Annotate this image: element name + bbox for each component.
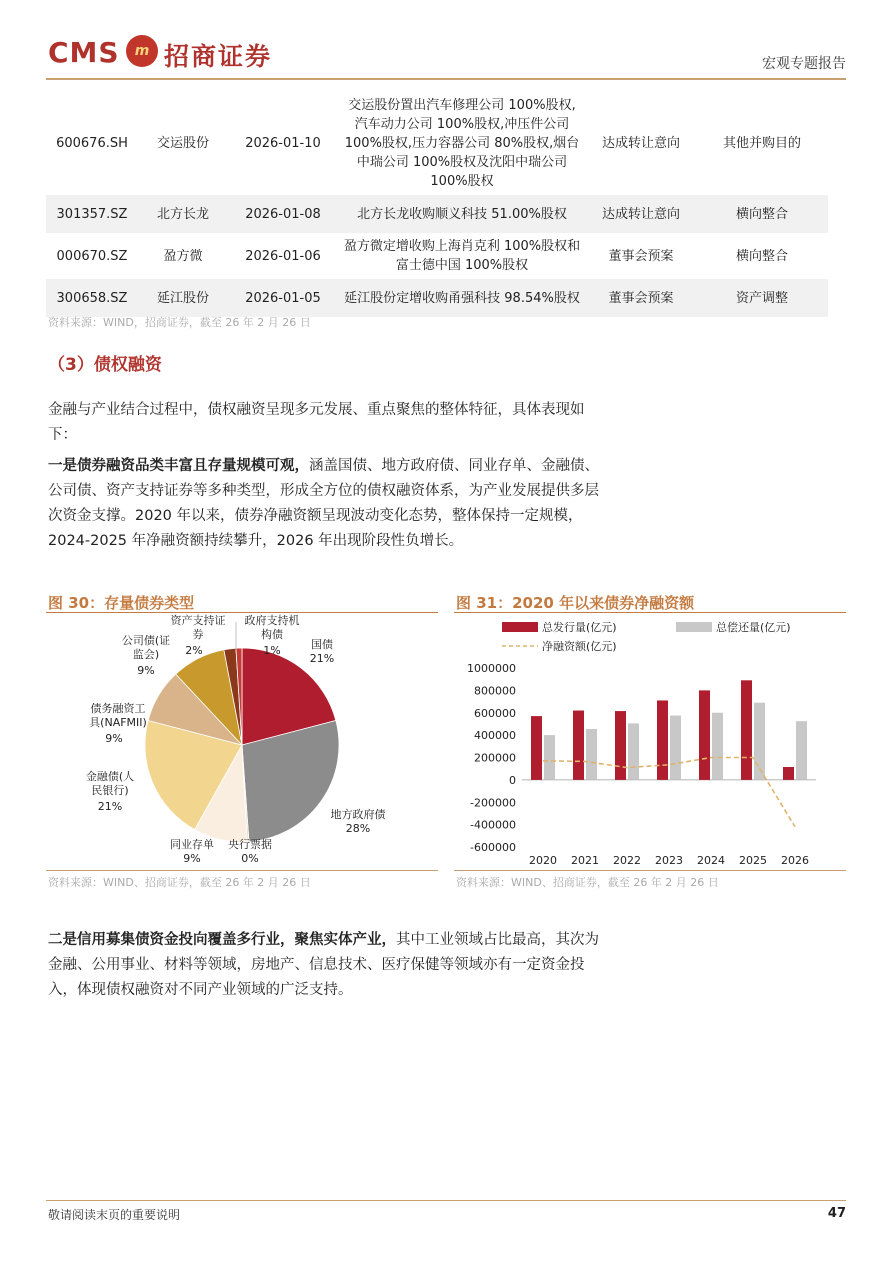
- pie-label-jinrong-2: 民银行): [91, 784, 129, 797]
- table-row: [46, 279, 828, 317]
- y-tick-label: 600000: [474, 706, 516, 720]
- y-tick-label: 0: [509, 773, 516, 787]
- x-tick-label: 2020: [529, 854, 557, 867]
- pie-label-difang: 地方政府债: [330, 808, 386, 821]
- x-tick-label: 2023: [655, 854, 683, 867]
- x-tick-label: 2026: [781, 854, 809, 867]
- bar-repay-2021: [586, 729, 597, 780]
- legend-swatch-repay: [676, 622, 712, 632]
- cell-name: 北方长龙: [138, 195, 228, 233]
- pie-pct-tongye: 9%: [183, 852, 201, 865]
- cell-date: 2026-01-06: [228, 233, 338, 279]
- cell-status: 董事会预案: [586, 233, 696, 279]
- cell-type: 横向整合: [696, 233, 828, 279]
- bar-repay-2020: [544, 735, 555, 780]
- pie-label-nafmii-2: 具(NAFMII): [89, 716, 147, 729]
- paragraph-2-lead: 二是信用募集债资金投向覆盖多行业，聚焦实体产业，: [48, 932, 396, 948]
- x-tick-label: 2025: [739, 854, 767, 867]
- bar-repay-2022: [628, 723, 639, 779]
- legend-label-repay: 总偿还量(亿元): [716, 621, 791, 634]
- figure31-title: 图 31：2020 年以来债券净融资额: [456, 594, 695, 612]
- legend-swatch-issue: [502, 622, 538, 632]
- paragraph-2-body: 其中工业领域占比最高，其次为金融、公用事业、材料等领域，房地产、信息技术、医疗保健等领域亦有一定资金投入，体现债权融资对不同产业领域的广泛支持。: [48, 932, 599, 998]
- pie-pct-yanghang: 0%: [241, 852, 259, 865]
- cell-name: 盈方微: [138, 233, 228, 279]
- footer-disclaimer: 敬请阅读末页的重要说明: [48, 1208, 181, 1222]
- pie-pct-difang: 28%: [345, 822, 371, 835]
- bar-issue-2022: [615, 711, 626, 780]
- legend-label-net: 净融资额(亿元): [542, 640, 617, 653]
- cell-name: 交运股份: [138, 92, 228, 195]
- x-tick-label: 2022: [613, 854, 641, 867]
- x-tick-label: 2024: [697, 854, 725, 867]
- y-tick-label: 200000: [474, 751, 516, 765]
- cell-code: 600676.SH: [46, 92, 138, 195]
- table-row: [46, 92, 828, 195]
- report-type: 宏观专题报告: [762, 56, 846, 72]
- cell-status: 达成转让意向: [586, 195, 696, 233]
- pie-label-nafmii-1: 债务融资工: [90, 702, 146, 715]
- pie-label-gongsi-1: 公司债(证: [121, 634, 171, 647]
- logo-company-name: 招商证券: [164, 42, 273, 71]
- bar-repay-2023: [670, 716, 681, 780]
- figure31-title-rule: [454, 612, 846, 613]
- logo-badge-icon: m: [126, 35, 158, 67]
- figure30-bottom-rule: [46, 870, 438, 871]
- paragraph-1-lead: 一是债券融资品类丰富且存量规模可观，: [48, 458, 309, 474]
- table-source: 资料来源：WIND，招商证券，截至 26 年 2 月 26 日: [48, 316, 311, 329]
- pie-pct-jinrong: 21%: [97, 800, 123, 813]
- legend-label-issue: 总发行量(亿元): [542, 621, 617, 634]
- bar-issue-2025: [741, 680, 752, 780]
- cell-date: 2026-01-05: [228, 279, 338, 317]
- cell-status: 达成转让意向: [586, 92, 696, 195]
- paragraph-2: [48, 928, 608, 1003]
- x-tick-label: 2021: [571, 854, 599, 867]
- pie-label-gongsi-2: 监会): [132, 648, 160, 661]
- paragraph-1: [48, 454, 608, 554]
- page-number: 47: [827, 1206, 846, 1221]
- intro-paragraph: 金融与产业结合过程中，债权融资呈现多元发展、重点聚焦的整体特征，具体表现如下：: [48, 402, 585, 443]
- bar-repay-2026: [796, 721, 807, 780]
- pie-pct-nafmii: 9%: [105, 732, 123, 745]
- header-divider: [46, 78, 846, 80]
- pie-chart: [46, 614, 438, 870]
- pie-pct-gongsi: 9%: [137, 664, 155, 677]
- pie-pct-abs: 2%: [185, 644, 203, 657]
- y-tick-label: 1000000: [467, 662, 516, 675]
- cell-content: 交运股份置出汽车修理公司 100%股权,汽车动力公司 100%股权,冲压件公司 100%股权,压力容器公司 80%股权,烟台中瑞公司 100%股权及沈阳中瑞公司 100%股权: [338, 92, 586, 195]
- y-tick-label: 800000: [474, 684, 516, 698]
- figure31-bottom-rule: [454, 870, 846, 871]
- y-tick-label: 400000: [474, 729, 516, 743]
- section-title: （3）债权融资: [48, 355, 162, 375]
- y-tick-label: -200000: [470, 796, 516, 810]
- cell-content: 盈方微定增收购上海肖克利 100%股权和富士德中国 100%股权: [338, 233, 586, 279]
- cell-date: 2026-01-10: [228, 92, 338, 195]
- pie-label-zhengfu-1: 政府支持机: [244, 614, 300, 627]
- footer-divider: [46, 1200, 846, 1201]
- cell-code: 000670.SZ: [46, 233, 138, 279]
- deals-table: [46, 92, 828, 317]
- table-row: [46, 233, 828, 279]
- figure31-source: 资料来源：WIND、招商证券，截至 26 年 2 月 26 日: [456, 876, 719, 889]
- bar-issue-2023: [657, 700, 668, 779]
- cell-type: 其他并购目的: [696, 92, 828, 195]
- cell-type: 横向整合: [696, 195, 828, 233]
- cell-content: 北方长龙收购顺义科技 51.00%股权: [338, 195, 586, 233]
- figure30-title: 图 30：存量债券类型: [48, 594, 195, 612]
- bar-issue-2024: [699, 690, 710, 780]
- bar-repay-2024: [712, 713, 723, 780]
- pie-label-jinrong-1: 金融债(人: [85, 770, 135, 783]
- paragraph-1-body: 涵盖国债、地方政府债、同业存单、金融债、公司债、资产支持证券等多种类型，形成全方位的债权融资体系，为产业发展提供多层次资金支撑。2020 年以来，债券净融资额呈现波动变化态势，整体保持一定规模，2024-2025 年净融资额持续攀升，2026 年出现阶段性负增长。: [48, 458, 599, 549]
- cell-status: 董事会预案: [586, 279, 696, 317]
- cell-date: 2026-01-08: [228, 195, 338, 233]
- cell-content: 延江股份定增收购甬强科技 98.54%股权: [338, 279, 586, 317]
- cell-code: 301357.SZ: [46, 195, 138, 233]
- logo-cms-text: CMS: [48, 36, 120, 69]
- pie-label-abs-2: 券: [192, 628, 204, 641]
- cell-name: 延江股份: [138, 279, 228, 317]
- pie-pct-zhengfu: 1%: [263, 644, 281, 657]
- bar-issue-2026: [783, 767, 794, 780]
- y-tick-label: -400000: [470, 818, 516, 832]
- pie-label-guozhai: 国债: [311, 638, 333, 651]
- cell-code: 300658.SZ: [46, 279, 138, 317]
- table-row: [46, 195, 828, 233]
- y-tick-label: -600000: [470, 841, 516, 854]
- bar-repay-2025: [754, 703, 765, 780]
- cell-type: 资产调整: [696, 279, 828, 317]
- pie-label-abs-1: 资产支持证: [170, 614, 226, 627]
- pie-label-tongye: 同业存单: [170, 838, 214, 851]
- pie-label-yanghang: 央行票据: [228, 838, 272, 851]
- figure30-source: 资料来源：WIND、招商证券，截至 26 年 2 月 26 日: [48, 876, 311, 889]
- pie-label-zhengfu-2: 构债: [261, 628, 283, 641]
- bar-chart: [454, 614, 846, 870]
- pie-pct-guozhai: 21%: [309, 652, 335, 665]
- bar-issue-2021: [573, 711, 584, 780]
- bar-issue-2020: [531, 716, 542, 780]
- figure30-title-rule: [46, 612, 438, 613]
